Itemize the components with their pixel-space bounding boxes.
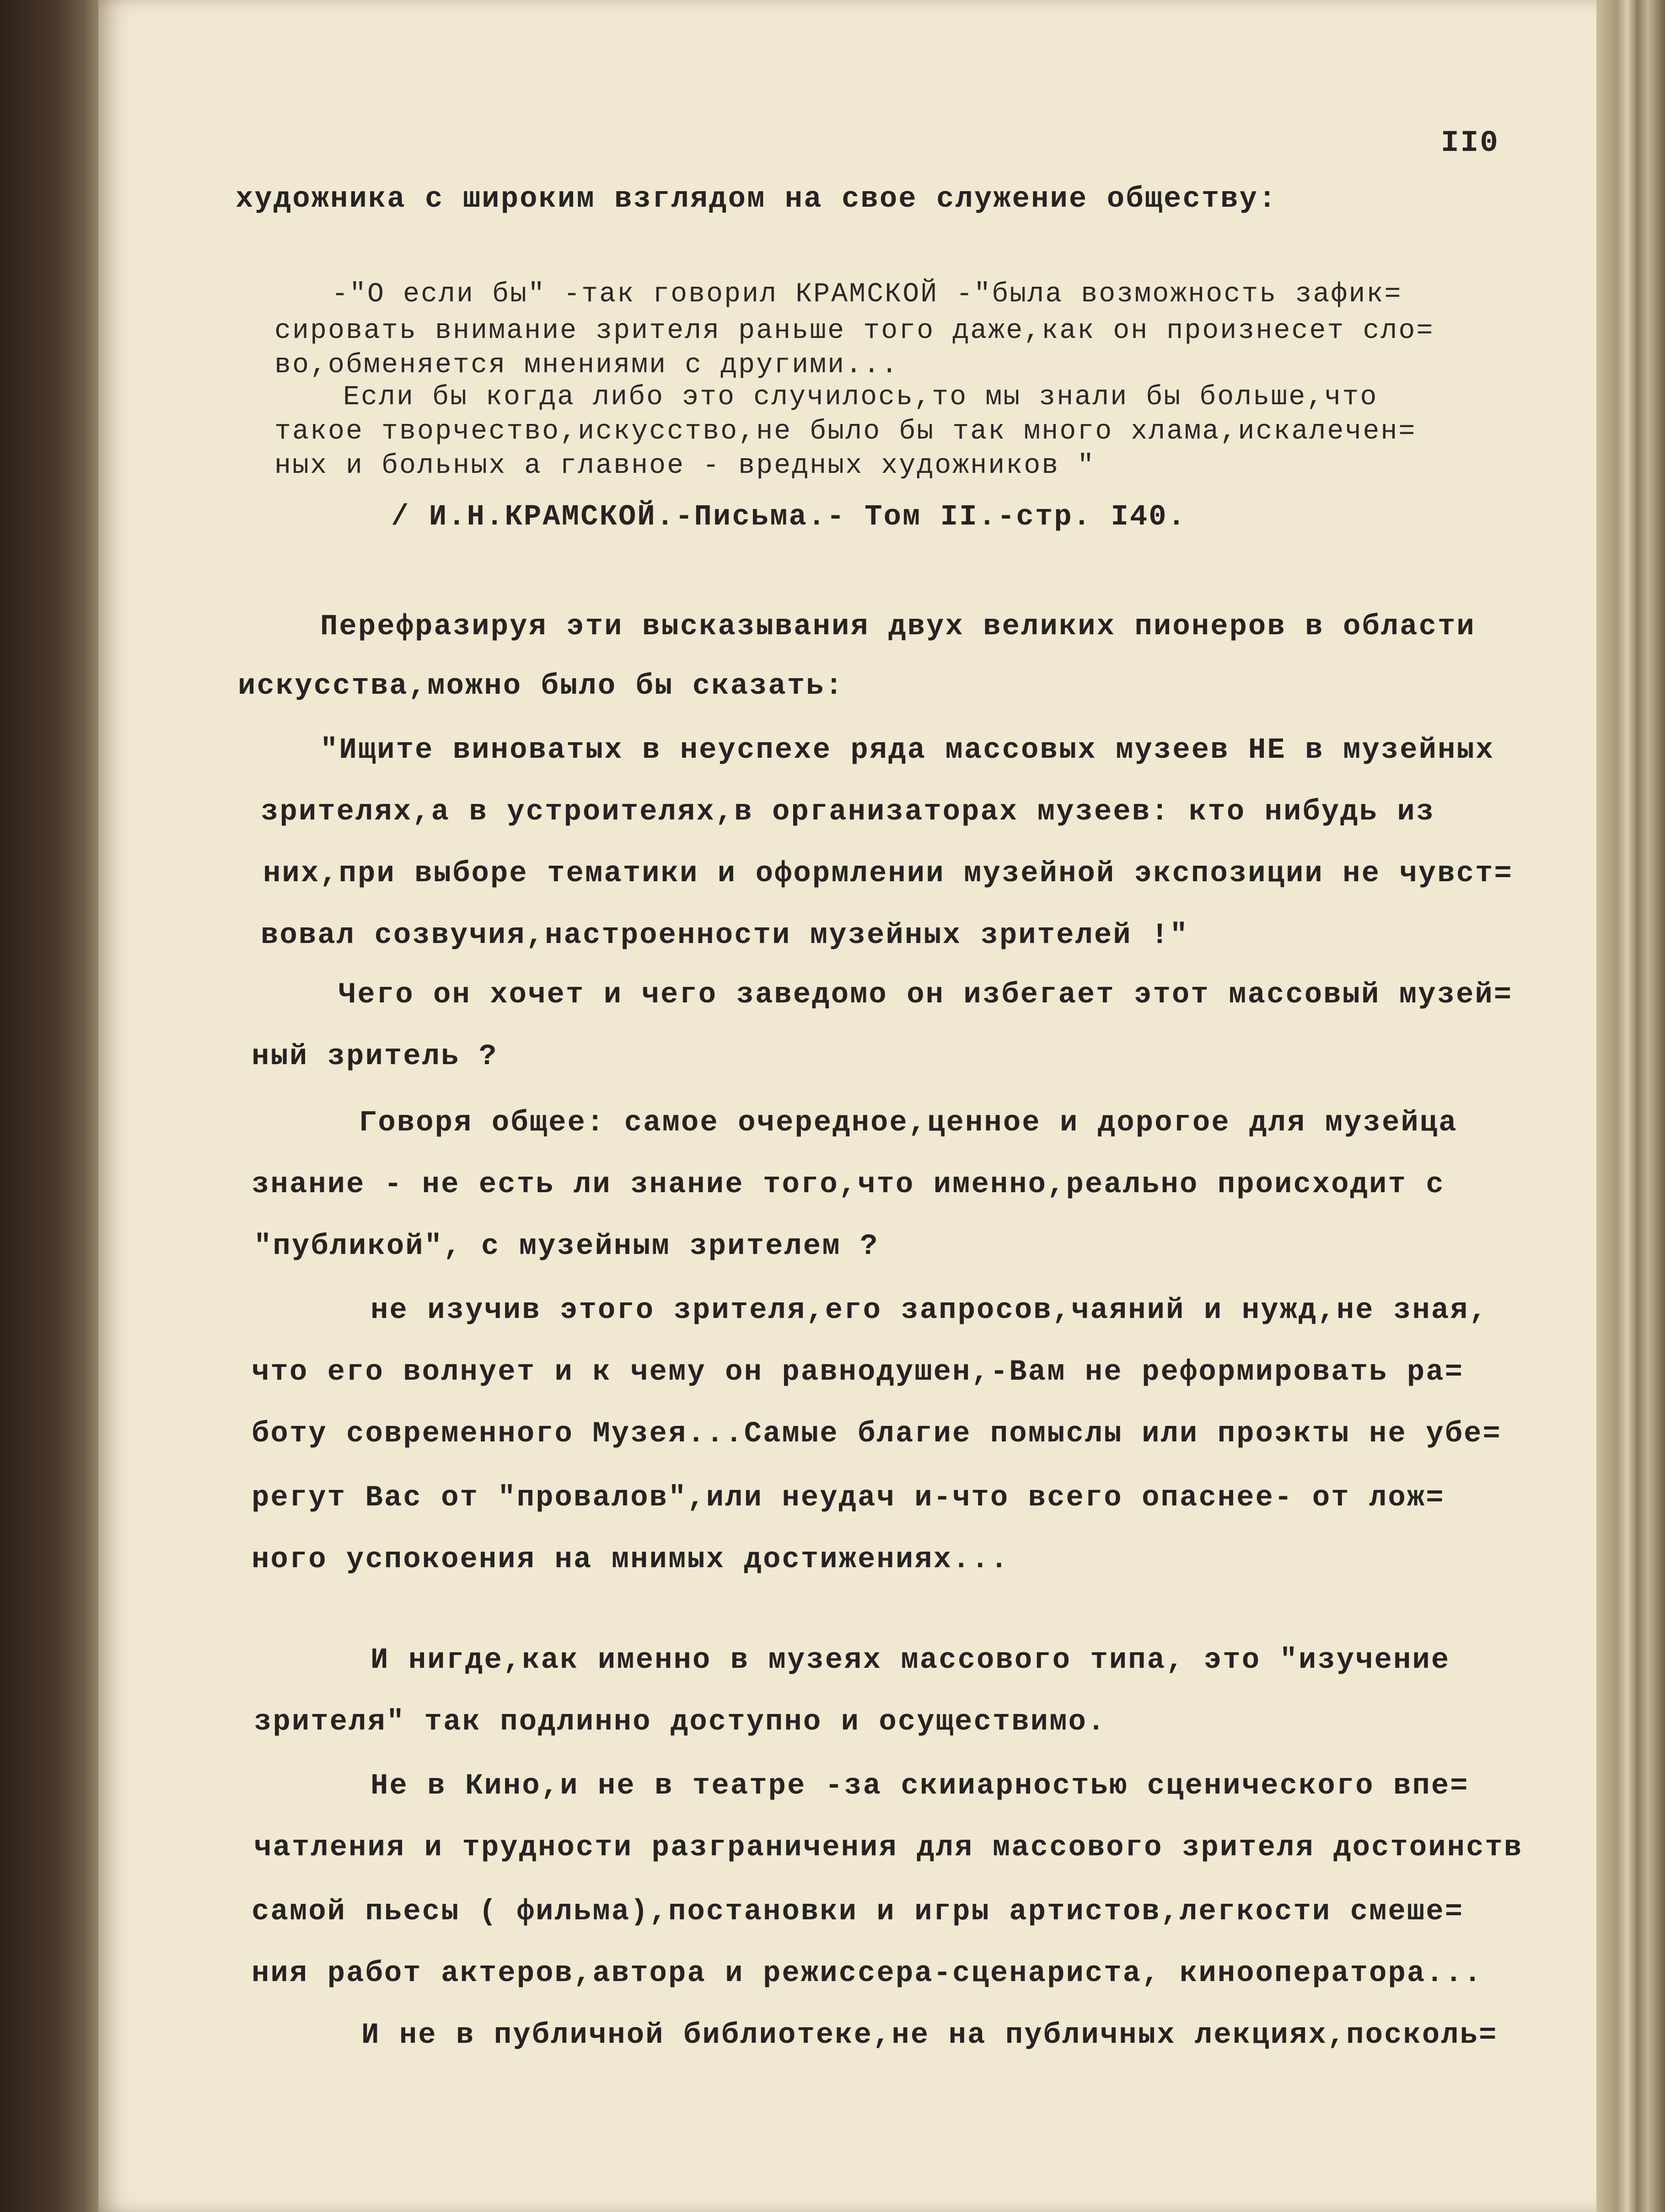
book-binding [0,0,105,2212]
text-line: зрителя" так подлинно доступно и осуществимо. [254,1706,1106,1739]
text-line: Чего он хочет и чего заведомо он избегает этот массовый музей= [338,979,1513,1012]
text-line: зрителях,а в устроителях,в организаторах музеев: кто нибудь из [261,796,1435,829]
text-line: И не в публичной библиотеке,не на публичных лекциях,посколь= [361,2019,1498,2052]
quote-line: Если бы когда либо это случилось,то мы знали бы больше,что [343,382,1378,413]
quote-line: ных и больных а главное - вредных художников " [274,450,1096,482]
text-line: чатления и трудности разграничения для массового зрителя достоинств [254,1832,1523,1864]
quote-line: -"О если бы" -так говорил КРАМСКОЙ -"была возможность зафик= [332,279,1402,310]
citation-line: / И.Н.КРАМСКОЙ.-Письма.- Том II.-стр. I40. [391,501,1187,534]
text-line: знание - не есть ли знание того,что именно,реально происходит с [252,1168,1445,1201]
text-line: самой пьесы ( фильма),постановки и игры артистов,легкости смеше= [252,1896,1464,1928]
text-line: боту современного Музея...Самые благие помыслы или проэкты не убе= [252,1418,1502,1451]
text-line: Говоря общее: самое очередное,ценное и дорогое для музейца [359,1107,1458,1140]
text-line: не изучив этого зрителя,его запросов,чаяний и нужд,не зная, [371,1294,1488,1327]
text-line: Перефразируя эти высказывания двух великих пионеров в области [320,611,1476,643]
text-line: них,при выборе тематики и оформлении музейной экспозиции не чувст= [263,857,1513,890]
text-line: Не в Кино,и не в театре -за скииарностью сценического впе= [371,1770,1469,1803]
text-line: регут Вас от "провалов",или неудач и-что всего опаснее- от лож= [252,1482,1445,1515]
text-line: ния работ актеров,автора и режиссера-сценариста, кинооператора... [252,1957,1483,1990]
page-number: II0 [1441,126,1499,160]
quote-line: сировать внимание зрителя раньше того даже,как он произнесет сло= [274,316,1434,347]
text-line: вовал созвучия,настроенности музейных зрителей !" [261,919,1189,952]
quote-line: такое творчество,искусство,не было бы так много хлама,искалечен= [274,416,1417,447]
text-line: "публикой", с музейным зрителем ? [254,1230,879,1263]
text-line: И нигде,как именно в музеях массового типа, это "изучение [371,1644,1450,1677]
page-stack-edge [1596,0,1665,2212]
text-line: ный зритель ? [252,1040,498,1073]
text-line: искусства,можно было бы сказать: [238,670,844,703]
text-line: ного успокоения на мнимых достижениях... [252,1543,1010,1576]
text-line: что его волнует и к чему он равнодушен,-Вам не реформировать ра= [252,1356,1464,1389]
text-line: художника с широким взглядом на свое служение обществу: [236,183,1278,216]
text-line: "Ищите виноватых в неуспехе ряда массовых музеев НЕ в музейных [320,734,1495,767]
quote-line: во,обменяется мнениями с другими... [274,350,899,381]
